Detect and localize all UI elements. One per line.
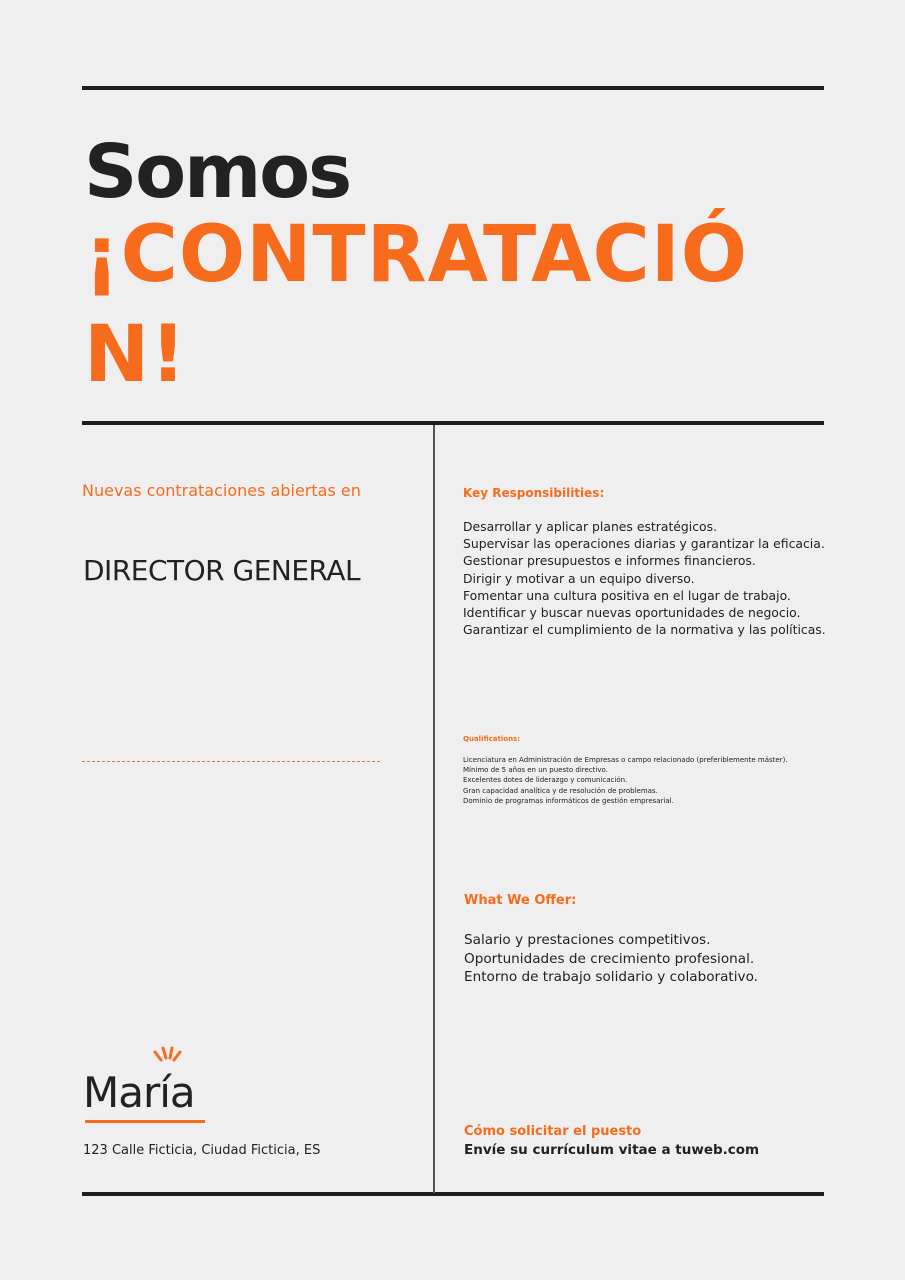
list-item: Entorno de trabajo solidario y colaborativo. bbox=[464, 969, 758, 985]
list-item: Desarrollar y aplicar planes estratégicos. bbox=[463, 519, 718, 534]
list-item: Gestionar presupuestos e informes financieros. bbox=[463, 553, 756, 569]
top-rule bbox=[82, 86, 824, 90]
headline-hiring: ¡CONTRATACIÓN! bbox=[84, 210, 749, 400]
qualifications-title: Qualifications: bbox=[463, 735, 521, 743]
apply-instructions: Envíe su currículum vitae a tuweb.com bbox=[464, 1142, 760, 1158]
list-item: Salario y prestaciones competitivos. bbox=[464, 932, 711, 948]
responsibilities-title: Key Responsibilities: bbox=[463, 486, 605, 500]
list-item: Dirigir y motivar a un equipo diverso. bbox=[463, 570, 695, 586]
list-item: Oportunidades de crecimiento profesional. bbox=[464, 950, 755, 967]
headline-somos: Somos bbox=[84, 129, 351, 215]
offer-title: What We Offer: bbox=[464, 893, 577, 908]
logo-underline bbox=[85, 1120, 205, 1123]
logo-wordmark: María bbox=[83, 1068, 195, 1117]
list-item: Excelentes dotes de liderazgo y comunicación. bbox=[463, 776, 628, 785]
responsibilities-list bbox=[463, 518, 826, 638]
list-item: Supervisar las operaciones diarias y garantizar la eficacia. bbox=[463, 536, 825, 552]
list-item: Mínimo de 5 años en un puesto directivo. bbox=[463, 766, 608, 775]
list-item: Identificar y buscar nuevas oportunidades de negocio. bbox=[463, 605, 801, 621]
list-item: Dominio de programas informáticos de gestión empresarial. bbox=[463, 796, 674, 805]
openings-intro: Nuevas contrataciones abiertas en bbox=[82, 481, 361, 500]
list-item: Licenciatura en Administración de Empresas o campo relacionado (preferiblemente máster). bbox=[463, 756, 788, 764]
position-title: DIRECTOR GENERAL bbox=[83, 554, 361, 587]
offer-list bbox=[464, 931, 758, 987]
list-item: Gran capacidad analítica y de resolución de problemas. bbox=[463, 786, 658, 795]
dashed-divider bbox=[82, 761, 380, 762]
bottom-rule bbox=[82, 1192, 824, 1196]
company-address: 123 Calle Ficticia, Ciudad Ficticia, ES bbox=[83, 1143, 321, 1158]
qualifications-list bbox=[463, 755, 788, 806]
list-item: Fomentar una cultura positiva en el lugar de trabajo. bbox=[463, 587, 791, 603]
column-divider bbox=[433, 425, 435, 1193]
apply-title: Cómo solicitar el puesto bbox=[464, 1124, 642, 1139]
list-item: Garantizar el cumplimiento de la normativa y las políticas. bbox=[463, 622, 826, 638]
company-logo bbox=[83, 1046, 213, 1126]
sunburst-icon bbox=[149, 1046, 189, 1068]
middle-rule bbox=[82, 421, 824, 425]
